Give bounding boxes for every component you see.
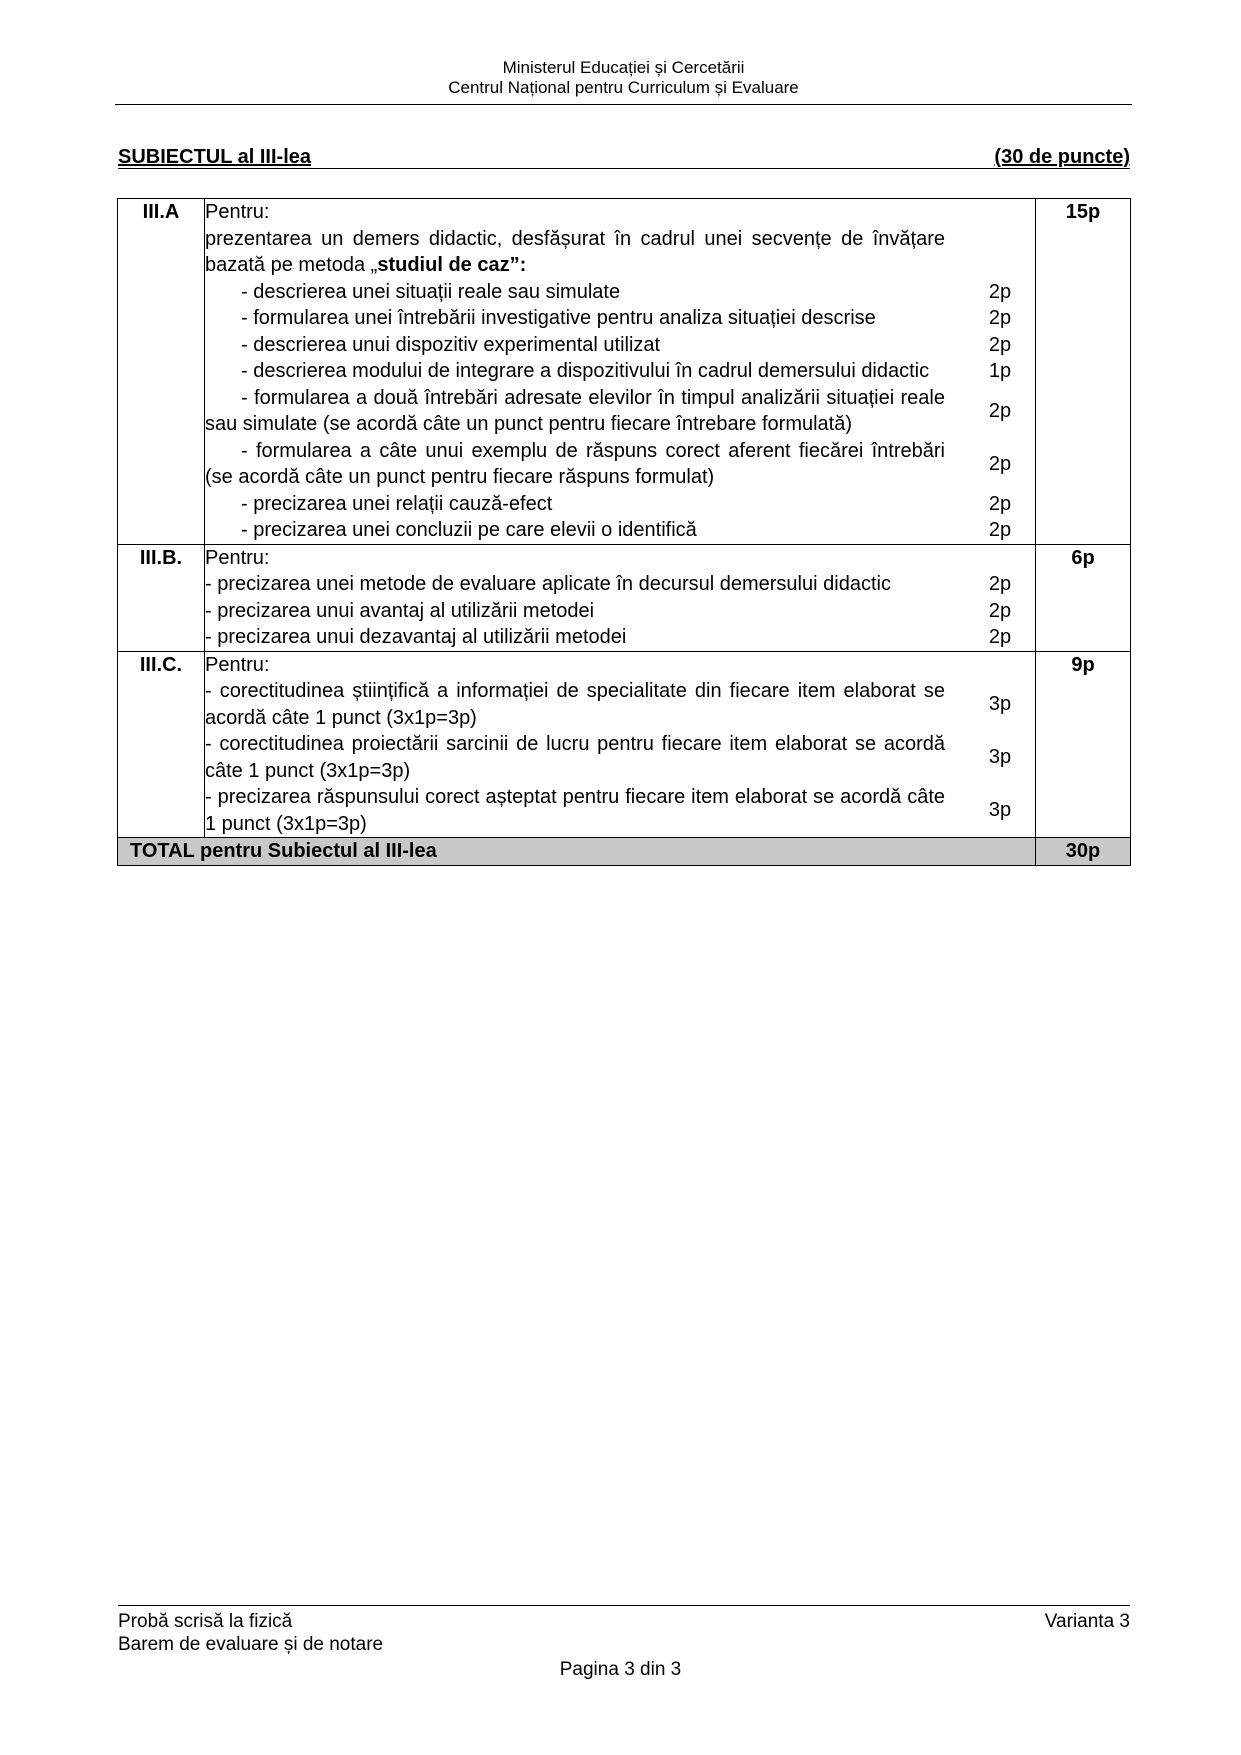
item-text: - formularea a câte unui exemplu de răspuns corect aferent fiecărei întrebări (se acordă câte un punct pentru fiecare răspuns formulat): [205, 439, 945, 488]
item-points: 1p: [988, 360, 1012, 382]
list-item: [205, 571, 1035, 598]
item-points: 2p: [988, 519, 1012, 541]
item-points: 2p: [988, 452, 1012, 475]
item-points: 3p: [988, 746, 1012, 769]
section-total: 6p: [1036, 544, 1131, 651]
list-item: [205, 784, 1035, 837]
list-item: [205, 438, 1035, 491]
list-item: [205, 624, 1035, 651]
list-item: [205, 491, 1035, 518]
list-item: [205, 385, 1035, 438]
item-text: - precizarea răspunsului corect așteptat pentru fiecare item elaborat se acordă câte 1 punct (3x1p=3p): [205, 786, 945, 835]
subject-title: SUBIECTUL al III-lea: [118, 146, 312, 168]
footer-left: [118, 1610, 383, 1656]
list-item: [205, 332, 1035, 359]
section-content: [205, 199, 1036, 545]
item-text: - formularea a două întrebări adresate elevilor în timpul analizării situației reale sau simulate (se acordă câte un punct pentru fiecare întrebare formulată): [205, 386, 945, 435]
header-divider: [115, 104, 1132, 105]
item-text: - corectitudinea proiectării sarcinii de lucru pentru fiecare item elaborat se acordă câte 1 punct (3x1p=3p): [205, 733, 945, 782]
list-item: [205, 517, 1035, 544]
page-number: Pagina 3 din 3: [559, 1659, 682, 1680]
item-text: - formularea unei întrebării investigative pentru analiza situației descrise: [241, 307, 876, 329]
item-points: 3p: [988, 693, 1012, 716]
scoring-table: [117, 198, 1131, 866]
variant-label: Varianta 3: [1044, 1611, 1130, 1632]
document-header: [115, 58, 1132, 98]
intro-text: Pentru:: [205, 653, 270, 676]
intro-text-part: prezentarea un demers didactic, desfășurat în cadrul unei secvențe de învățare bazată pe metoda „: [205, 227, 945, 276]
item-points: 2p: [988, 280, 1012, 303]
intro-text-part: ”:: [509, 254, 527, 276]
section-code: III.B.: [118, 544, 205, 651]
item-points: 2p: [988, 626, 1012, 648]
item-text: - corectitudinea științifică a informației de specialitate din fiecare item elaborat se acordă câte 1 punct (3x1p=3p): [205, 680, 945, 729]
total-value: 30p: [1036, 838, 1131, 866]
item-points: 2p: [988, 307, 1012, 329]
list-item: [205, 598, 1035, 625]
intro-text: Pentru:: [205, 201, 270, 223]
item-points: 2p: [988, 492, 1012, 515]
total-label: TOTAL pentru Subiectul al III-lea: [118, 838, 1036, 866]
section-a-row: [118, 199, 1131, 545]
item-text: - precizarea unei concluzii pe care elevii o identifică: [241, 519, 697, 541]
section-code: III.A: [118, 199, 205, 545]
section-code: III.C.: [118, 651, 205, 838]
list-item: [205, 731, 1035, 784]
subject-heading: [118, 146, 1130, 169]
method-name: studiul de caz: [377, 254, 510, 276]
exam-name: Probă scrisă la fizică: [118, 1611, 293, 1632]
item-text: - precizarea unui avantaj al utilizării metodei: [205, 599, 595, 622]
list-item: [205, 305, 1035, 332]
item-points: 2p: [988, 333, 1012, 356]
item-text: - descrierea unui dispozitiv experimental utilizat: [241, 333, 661, 356]
item-points: 2p: [988, 573, 1012, 595]
item-points: 2p: [988, 399, 1012, 422]
section-c-row: [118, 651, 1131, 838]
list-item: [205, 678, 1035, 731]
item-points: 3p: [988, 799, 1012, 822]
section-b-row: [118, 544, 1131, 651]
subject-points: (30 de puncte): [994, 146, 1130, 168]
item-text: - descrierea modului de integrare a dispozitivului în cadrul demersului didactic: [241, 360, 930, 382]
intro-text: Pentru:: [205, 546, 270, 569]
list-item: [205, 358, 1035, 385]
item-points: 2p: [988, 599, 1012, 622]
item-text: - precizarea unui dezavantaj al utilizării metodei: [205, 626, 627, 648]
document-type: Barem de evaluare și de notare: [118, 1634, 384, 1655]
list-item: [205, 279, 1035, 306]
section-total: 9p: [1036, 651, 1131, 838]
section-content: [205, 544, 1036, 651]
item-text: - precizarea unei relații cauză-efect: [241, 492, 553, 515]
ministry-name: Ministerul Educației și Cercetării: [502, 58, 745, 77]
center-name: Centrul Național pentru Curriculum și Evaluare: [448, 78, 799, 97]
list-item: [205, 226, 1035, 279]
footer-divider: [118, 1605, 1130, 1606]
total-row: [118, 838, 1131, 866]
section-content: [205, 651, 1036, 838]
section-total: 15p: [1036, 199, 1131, 545]
item-text: - precizarea unei metode de evaluare aplicate în decursul demersului didactic: [205, 573, 891, 595]
item-text: - descrierea unei situații reale sau simulate: [241, 280, 621, 303]
